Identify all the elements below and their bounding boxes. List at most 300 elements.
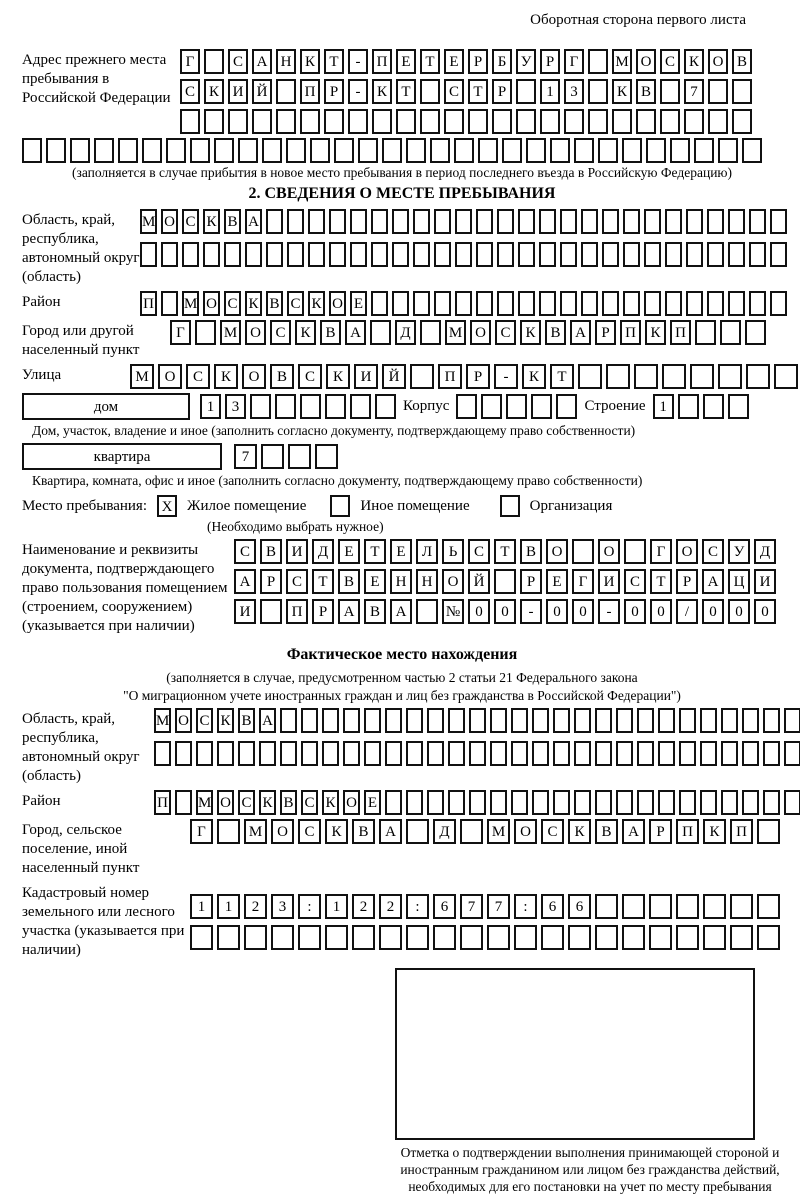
form-cell[interactable]: О	[217, 790, 234, 815]
form-cell[interactable]: С	[224, 291, 241, 316]
form-cell[interactable]	[358, 138, 378, 163]
form-cell[interactable]	[492, 109, 512, 134]
form-cell[interactable]	[660, 109, 680, 134]
form-cell[interactable]	[581, 209, 598, 234]
form-cell[interactable]: А	[379, 819, 402, 844]
form-cell[interactable]: 0	[572, 599, 594, 624]
form-cell[interactable]	[413, 242, 430, 267]
form-cell[interactable]: С	[298, 819, 321, 844]
form-cell[interactable]	[469, 790, 486, 815]
form-cell[interactable]: 0	[494, 599, 516, 624]
form-cell[interactable]	[745, 320, 766, 345]
form-cell[interactable]: 0	[728, 599, 750, 624]
form-cell[interactable]: Т	[468, 79, 488, 104]
form-cell[interactable]: Е	[546, 569, 568, 594]
form-cell[interactable]: С	[541, 819, 564, 844]
form-cell[interactable]: Р	[676, 569, 698, 594]
form-cell[interactable]	[478, 138, 498, 163]
form-cell[interactable]	[238, 138, 258, 163]
form-cell[interactable]: В	[338, 569, 360, 594]
form-cell[interactable]: М	[487, 819, 510, 844]
form-cell[interactable]	[784, 741, 800, 766]
form-cell[interactable]	[228, 109, 248, 134]
form-cell[interactable]	[616, 708, 633, 733]
form-cell[interactable]	[658, 790, 675, 815]
form-cell[interactable]	[564, 109, 584, 134]
form-cell[interactable]: 7	[460, 894, 483, 919]
form-cell[interactable]: Г	[564, 49, 584, 74]
form-cell[interactable]	[514, 925, 537, 950]
form-cell[interactable]: К	[645, 320, 666, 345]
form-cell[interactable]	[329, 242, 346, 267]
form-cell[interactable]	[260, 599, 282, 624]
form-cell[interactable]: 6	[568, 894, 591, 919]
form-cell[interactable]	[572, 539, 594, 564]
form-cell[interactable]	[371, 209, 388, 234]
form-cell[interactable]	[385, 790, 402, 815]
form-cell[interactable]: В	[224, 209, 241, 234]
form-cell[interactable]: В	[352, 819, 375, 844]
form-cell[interactable]	[196, 741, 213, 766]
form-cell[interactable]: К	[684, 49, 704, 74]
form-cell[interactable]	[595, 741, 612, 766]
form-cell[interactable]	[224, 242, 241, 267]
form-cell[interactable]: О	[546, 539, 568, 564]
form-cell[interactable]	[623, 242, 640, 267]
form-cell[interactable]	[720, 320, 741, 345]
form-cell[interactable]	[606, 364, 630, 389]
form-cell[interactable]: И	[228, 79, 248, 104]
form-cell[interactable]	[516, 79, 536, 104]
form-cell[interactable]	[623, 209, 640, 234]
form-cell[interactable]	[286, 138, 306, 163]
form-cell[interactable]	[602, 291, 619, 316]
form-cell[interactable]	[637, 708, 654, 733]
form-cell[interactable]: №	[442, 599, 464, 624]
form-cell[interactable]	[670, 138, 690, 163]
form-cell[interactable]: А	[234, 569, 256, 594]
form-cell[interactable]	[595, 708, 612, 733]
form-cell[interactable]	[757, 894, 780, 919]
form-cell[interactable]	[588, 49, 608, 74]
form-cell[interactable]	[280, 741, 297, 766]
form-cell[interactable]: О	[442, 569, 464, 594]
form-cell[interactable]: -	[494, 364, 518, 389]
form-cell[interactable]	[348, 109, 368, 134]
form-cell[interactable]	[217, 819, 240, 844]
form-cell[interactable]	[469, 708, 486, 733]
form-cell[interactable]: Е	[444, 49, 464, 74]
form-cell[interactable]	[259, 741, 276, 766]
form-cell[interactable]	[469, 741, 486, 766]
form-cell[interactable]	[406, 708, 423, 733]
form-cell[interactable]: С	[238, 790, 255, 815]
form-cell[interactable]	[217, 925, 240, 950]
form-cell[interactable]: А	[702, 569, 724, 594]
form-cell[interactable]	[140, 242, 157, 267]
house-type-box[interactable]: дом	[22, 393, 190, 420]
form-cell[interactable]	[455, 209, 472, 234]
checkbox-residential[interactable]: X	[157, 495, 177, 517]
form-cell[interactable]: У	[516, 49, 536, 74]
apartment-type-box[interactable]: квартира	[22, 443, 222, 470]
form-cell[interactable]	[46, 138, 66, 163]
form-cell[interactable]	[416, 599, 438, 624]
form-cell[interactable]	[214, 138, 234, 163]
form-cell[interactable]: К	[214, 364, 238, 389]
form-cell[interactable]	[301, 741, 318, 766]
form-cell[interactable]	[646, 138, 666, 163]
form-cell[interactable]	[518, 209, 535, 234]
form-cell[interactable]	[434, 242, 451, 267]
form-cell[interactable]	[396, 109, 416, 134]
form-cell[interactable]: Р	[595, 320, 616, 345]
form-cell[interactable]: Р	[468, 49, 488, 74]
form-cell[interactable]	[490, 708, 507, 733]
form-cell[interactable]	[718, 138, 738, 163]
form-cell[interactable]	[732, 109, 752, 134]
form-cell[interactable]: :	[514, 894, 537, 919]
form-cell[interactable]: С	[228, 49, 248, 74]
form-cell[interactable]: О	[636, 49, 656, 74]
form-cell[interactable]: Т	[324, 49, 344, 74]
form-cell[interactable]: О	[708, 49, 728, 74]
form-cell[interactable]	[444, 109, 464, 134]
form-cell[interactable]	[721, 790, 738, 815]
form-cell[interactable]	[334, 138, 354, 163]
form-cell[interactable]: И	[354, 364, 378, 389]
form-cell[interactable]	[262, 138, 282, 163]
form-cell[interactable]: 1	[190, 894, 213, 919]
form-cell[interactable]: Т	[650, 569, 672, 594]
form-cell[interactable]	[238, 741, 255, 766]
form-cell[interactable]	[595, 894, 618, 919]
form-cell[interactable]	[454, 138, 474, 163]
form-cell[interactable]: С	[468, 539, 490, 564]
form-cell[interactable]	[175, 790, 192, 815]
form-cell[interactable]	[518, 291, 535, 316]
form-cell[interactable]	[560, 291, 577, 316]
form-cell[interactable]: Р	[540, 49, 560, 74]
form-cell[interactable]: Д	[433, 819, 456, 844]
form-cell[interactable]: В	[595, 819, 618, 844]
form-cell[interactable]: Е	[364, 790, 381, 815]
form-cell[interactable]	[352, 925, 375, 950]
form-cell[interactable]	[476, 291, 493, 316]
form-cell[interactable]: 1	[540, 79, 560, 104]
form-cell[interactable]	[532, 741, 549, 766]
form-cell[interactable]	[732, 79, 752, 104]
form-cell[interactable]	[784, 708, 800, 733]
form-cell[interactable]	[757, 819, 780, 844]
form-cell[interactable]: А	[259, 708, 276, 733]
form-cell[interactable]: С	[702, 539, 724, 564]
form-cell[interactable]: К	[217, 708, 234, 733]
form-cell[interactable]: С	[444, 79, 464, 104]
form-cell[interactable]	[182, 242, 199, 267]
form-cell[interactable]: Н	[416, 569, 438, 594]
form-cell[interactable]	[406, 790, 423, 815]
form-cell[interactable]	[707, 209, 724, 234]
form-cell[interactable]	[497, 291, 514, 316]
form-cell[interactable]: К	[204, 79, 224, 104]
form-cell[interactable]	[770, 242, 787, 267]
form-cell[interactable]: В	[280, 790, 297, 815]
form-cell[interactable]	[490, 790, 507, 815]
form-cell[interactable]	[70, 138, 90, 163]
form-cell[interactable]: 0	[650, 599, 672, 624]
form-cell[interactable]	[556, 394, 577, 419]
form-cell[interactable]: С	[186, 364, 210, 389]
form-cell[interactable]: В	[270, 364, 294, 389]
form-cell[interactable]	[588, 79, 608, 104]
form-cell[interactable]: О	[245, 320, 266, 345]
form-cell[interactable]	[455, 242, 472, 267]
form-cell[interactable]: П	[676, 819, 699, 844]
form-cell[interactable]	[343, 708, 360, 733]
form-cell[interactable]	[770, 291, 787, 316]
form-cell[interactable]	[665, 209, 682, 234]
form-cell[interactable]	[539, 209, 556, 234]
form-cell[interactable]	[308, 209, 325, 234]
form-cell[interactable]	[700, 741, 717, 766]
form-cell[interactable]	[708, 79, 728, 104]
form-cell[interactable]	[166, 138, 186, 163]
form-cell[interactable]: О	[203, 291, 220, 316]
form-cell[interactable]: Р	[520, 569, 542, 594]
form-cell[interactable]	[728, 291, 745, 316]
form-cell[interactable]	[574, 741, 591, 766]
form-cell[interactable]	[658, 708, 675, 733]
form-cell[interactable]: Р	[466, 364, 490, 389]
form-cell[interactable]	[203, 242, 220, 267]
form-cell[interactable]	[660, 79, 680, 104]
form-cell[interactable]	[742, 741, 759, 766]
form-cell[interactable]	[476, 242, 493, 267]
form-cell[interactable]: О	[158, 364, 182, 389]
form-cell[interactable]: Р	[649, 819, 672, 844]
form-cell[interactable]	[392, 242, 409, 267]
form-cell[interactable]	[494, 569, 516, 594]
form-cell[interactable]	[518, 242, 535, 267]
form-cell[interactable]: Е	[396, 49, 416, 74]
form-cell[interactable]	[637, 741, 654, 766]
form-cell[interactable]: К	[295, 320, 316, 345]
form-cell[interactable]: А	[252, 49, 272, 74]
form-cell[interactable]	[532, 790, 549, 815]
form-cell[interactable]	[266, 209, 283, 234]
form-cell[interactable]	[526, 138, 546, 163]
form-cell[interactable]	[708, 109, 728, 134]
form-cell[interactable]: С	[270, 320, 291, 345]
form-cell[interactable]	[379, 925, 402, 950]
form-cell[interactable]	[707, 242, 724, 267]
form-cell[interactable]: А	[570, 320, 591, 345]
form-cell[interactable]	[695, 320, 716, 345]
form-cell[interactable]	[460, 819, 483, 844]
form-cell[interactable]	[161, 242, 178, 267]
form-cell[interactable]	[511, 741, 528, 766]
form-cell[interactable]	[433, 925, 456, 950]
form-cell[interactable]	[468, 109, 488, 134]
form-cell[interactable]	[742, 138, 762, 163]
form-cell[interactable]	[742, 790, 759, 815]
form-cell[interactable]	[728, 242, 745, 267]
form-cell[interactable]: 1	[325, 894, 348, 919]
form-cell[interactable]: Ц	[728, 569, 750, 594]
form-cell[interactable]	[375, 394, 396, 419]
form-cell[interactable]	[94, 138, 114, 163]
form-cell[interactable]: М	[445, 320, 466, 345]
form-cell[interactable]: 6	[541, 894, 564, 919]
form-cell[interactable]	[746, 364, 770, 389]
form-cell[interactable]: М	[612, 49, 632, 74]
form-cell[interactable]: Й	[382, 364, 406, 389]
form-cell[interactable]	[434, 291, 451, 316]
form-cell[interactable]	[204, 49, 224, 74]
form-cell[interactable]: Д	[312, 539, 334, 564]
form-cell[interactable]	[679, 790, 696, 815]
form-cell[interactable]: И	[754, 569, 776, 594]
form-cell[interactable]: 2	[352, 894, 375, 919]
form-cell[interactable]	[217, 741, 234, 766]
form-cell[interactable]: П	[300, 79, 320, 104]
form-cell[interactable]	[624, 539, 646, 564]
form-cell[interactable]: 0	[624, 599, 646, 624]
form-cell[interactable]: П	[438, 364, 462, 389]
form-cell[interactable]: М	[140, 209, 157, 234]
form-cell[interactable]	[700, 790, 717, 815]
form-cell[interactable]: Б	[492, 49, 512, 74]
checkbox-other-premises[interactable]	[330, 495, 350, 517]
form-cell[interactable]: Т	[312, 569, 334, 594]
form-cell[interactable]: С	[182, 209, 199, 234]
form-cell[interactable]	[531, 394, 552, 419]
form-cell[interactable]	[721, 708, 738, 733]
form-cell[interactable]	[427, 790, 444, 815]
form-cell[interactable]: К	[259, 790, 276, 815]
form-cell[interactable]	[622, 894, 645, 919]
form-cell[interactable]	[684, 109, 704, 134]
form-cell[interactable]: А	[622, 819, 645, 844]
form-cell[interactable]: -	[598, 599, 620, 624]
form-cell[interactable]: С	[298, 364, 322, 389]
form-cell[interactable]: 2	[244, 894, 267, 919]
form-cell[interactable]: Р	[324, 79, 344, 104]
form-cell[interactable]: О	[242, 364, 266, 389]
form-cell[interactable]	[382, 138, 402, 163]
form-cell[interactable]	[420, 109, 440, 134]
form-cell[interactable]	[276, 79, 296, 104]
form-cell[interactable]	[703, 394, 724, 419]
form-cell[interactable]: Р	[312, 599, 334, 624]
form-cell[interactable]	[413, 209, 430, 234]
form-cell[interactable]	[329, 209, 346, 234]
form-cell[interactable]	[287, 242, 304, 267]
form-cell[interactable]	[406, 819, 429, 844]
form-cell[interactable]	[420, 79, 440, 104]
form-cell[interactable]	[665, 242, 682, 267]
form-cell[interactable]: А	[245, 209, 262, 234]
form-cell[interactable]: Е	[350, 291, 367, 316]
form-cell[interactable]: В	[364, 599, 386, 624]
form-cell[interactable]	[678, 394, 699, 419]
form-cell[interactable]: Й	[252, 79, 272, 104]
form-cell[interactable]	[690, 364, 714, 389]
form-cell[interactable]: П	[154, 790, 171, 815]
form-cell[interactable]: Е	[364, 569, 386, 594]
form-cell[interactable]: О	[676, 539, 698, 564]
form-cell[interactable]: Й	[468, 569, 490, 594]
form-cell[interactable]	[728, 209, 745, 234]
form-cell[interactable]	[250, 394, 271, 419]
form-cell[interactable]: Т	[396, 79, 416, 104]
form-cell[interactable]	[730, 925, 753, 950]
form-cell[interactable]: М	[244, 819, 267, 844]
form-cell[interactable]: Е	[390, 539, 412, 564]
form-cell[interactable]	[662, 364, 686, 389]
form-cell[interactable]: О	[470, 320, 491, 345]
form-cell[interactable]	[180, 109, 200, 134]
form-cell[interactable]	[550, 138, 570, 163]
form-cell[interactable]: 0	[468, 599, 490, 624]
form-cell[interactable]	[511, 708, 528, 733]
form-cell[interactable]: Т	[420, 49, 440, 74]
form-cell[interactable]	[616, 741, 633, 766]
form-cell[interactable]	[598, 138, 618, 163]
form-cell[interactable]: 0	[702, 599, 724, 624]
form-cell[interactable]: С	[196, 708, 213, 733]
form-cell[interactable]: 1	[217, 894, 240, 919]
form-cell[interactable]: М	[154, 708, 171, 733]
form-cell[interactable]	[370, 320, 391, 345]
form-cell[interactable]	[310, 138, 330, 163]
form-cell[interactable]	[22, 138, 42, 163]
form-cell[interactable]	[410, 364, 434, 389]
form-cell[interactable]	[686, 242, 703, 267]
form-cell[interactable]: Г	[180, 49, 200, 74]
form-cell[interactable]	[448, 741, 465, 766]
form-cell[interactable]: А	[338, 599, 360, 624]
form-cell[interactable]	[487, 925, 510, 950]
form-cell[interactable]: П	[140, 291, 157, 316]
form-cell[interactable]	[757, 925, 780, 950]
form-cell[interactable]	[364, 708, 381, 733]
form-cell[interactable]	[560, 209, 577, 234]
form-cell[interactable]	[770, 209, 787, 234]
form-cell[interactable]: К	[372, 79, 392, 104]
form-cell[interactable]	[612, 109, 632, 134]
form-cell[interactable]: К	[568, 819, 591, 844]
form-cell[interactable]: 3	[271, 894, 294, 919]
form-cell[interactable]: 1	[653, 394, 674, 419]
form-cell[interactable]	[623, 291, 640, 316]
form-cell[interactable]: О	[271, 819, 294, 844]
form-cell[interactable]: К	[326, 364, 350, 389]
form-cell[interactable]: 0	[546, 599, 568, 624]
form-cell[interactable]	[686, 291, 703, 316]
form-cell[interactable]: 7	[234, 444, 257, 469]
form-cell[interactable]	[371, 291, 388, 316]
form-cell[interactable]: К	[308, 291, 325, 316]
form-cell[interactable]: К	[325, 819, 348, 844]
form-cell[interactable]	[502, 138, 522, 163]
form-cell[interactable]	[581, 242, 598, 267]
form-cell[interactable]	[325, 394, 346, 419]
form-cell[interactable]: Ь	[442, 539, 464, 564]
form-cell[interactable]: И	[234, 599, 256, 624]
form-cell[interactable]: -	[348, 49, 368, 74]
